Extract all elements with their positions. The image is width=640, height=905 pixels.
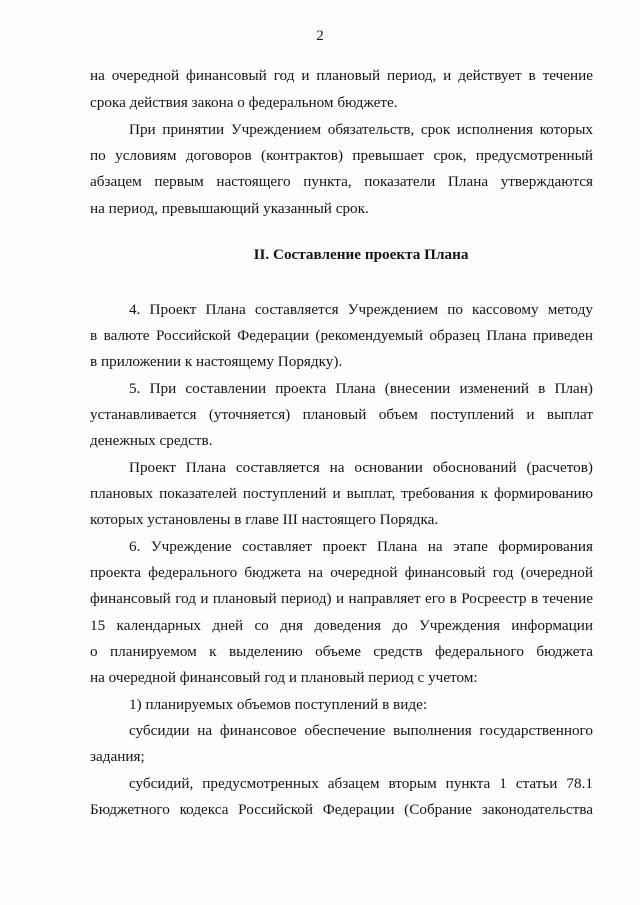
text-line: на очередной финансовый год и плановый период с учетом: <box>90 669 478 686</box>
text-line: 5. При составлении проекта Плана (внесении изменений в План) <box>129 380 593 397</box>
page-number: 2 <box>316 28 324 44</box>
text-line: финансовый год и плановый период) и направляет его в Росреестр в течение <box>90 590 593 607</box>
text-line: 1) планируемых объемов поступлений в виде: <box>129 696 428 713</box>
text-line: на период, превышающий указанный срок. <box>90 200 369 217</box>
text-line: абзацем первым настоящего пункта, показатели Плана утверждаются <box>90 173 593 190</box>
text-line: субсидий, предусмотренных абзацем вторым пункта 1 статьи 78.1 <box>129 775 593 792</box>
text-line: устанавливается (уточняется) плановый объем поступлений и выплат <box>90 406 593 423</box>
text-line: Проект Плана составляется на основании обоснований (расчетов) <box>129 459 593 476</box>
text-line: плановых показателей поступлений и выплат, требования к формированию <box>90 485 593 502</box>
text-line: по условиям договоров (контрактов) превышает срок, предусмотренный <box>90 147 593 164</box>
text-line: на очередной финансовый год и плановый период, и действует в течение <box>90 67 593 84</box>
text-line: задания; <box>90 748 145 765</box>
text-line: в валюте Российской Федерации (рекомендуемый образец Плана приведен <box>90 327 593 344</box>
text-line: о планируемом к выделению объеме средств федерального бюджета <box>90 643 593 660</box>
text-line: 15 календарных дней со дня доведения до Учреждения информации <box>90 617 593 634</box>
text-line: 4. Проект Плана составляется Учреждением по кассовому методу <box>129 301 593 318</box>
text-line: При принятии Учреждением обязательств, срок исполнения которых <box>129 121 593 138</box>
text-line: которых установлены в главе III настоящего Порядка. <box>90 511 439 528</box>
text-line: проекта федерального бюджета на очередной финансовый год (очередной <box>90 564 593 581</box>
text-line: субсидии на финансовое обеспечение выполнения государственного <box>129 722 593 739</box>
text-line: срока действия закона о федеральном бюджете. <box>90 94 398 111</box>
text-line: в приложении к настоящему Порядку). <box>90 353 343 370</box>
section-heading: II. Составление проекта Плана <box>253 246 469 263</box>
text-line: 6. Учреждение составляет проект Плана на этапе формирования <box>129 538 593 555</box>
text-line: денежных средств. <box>90 432 213 449</box>
text-line: Бюджетного кодекса Российской Федерации (Собрание законодательства <box>90 801 593 818</box>
